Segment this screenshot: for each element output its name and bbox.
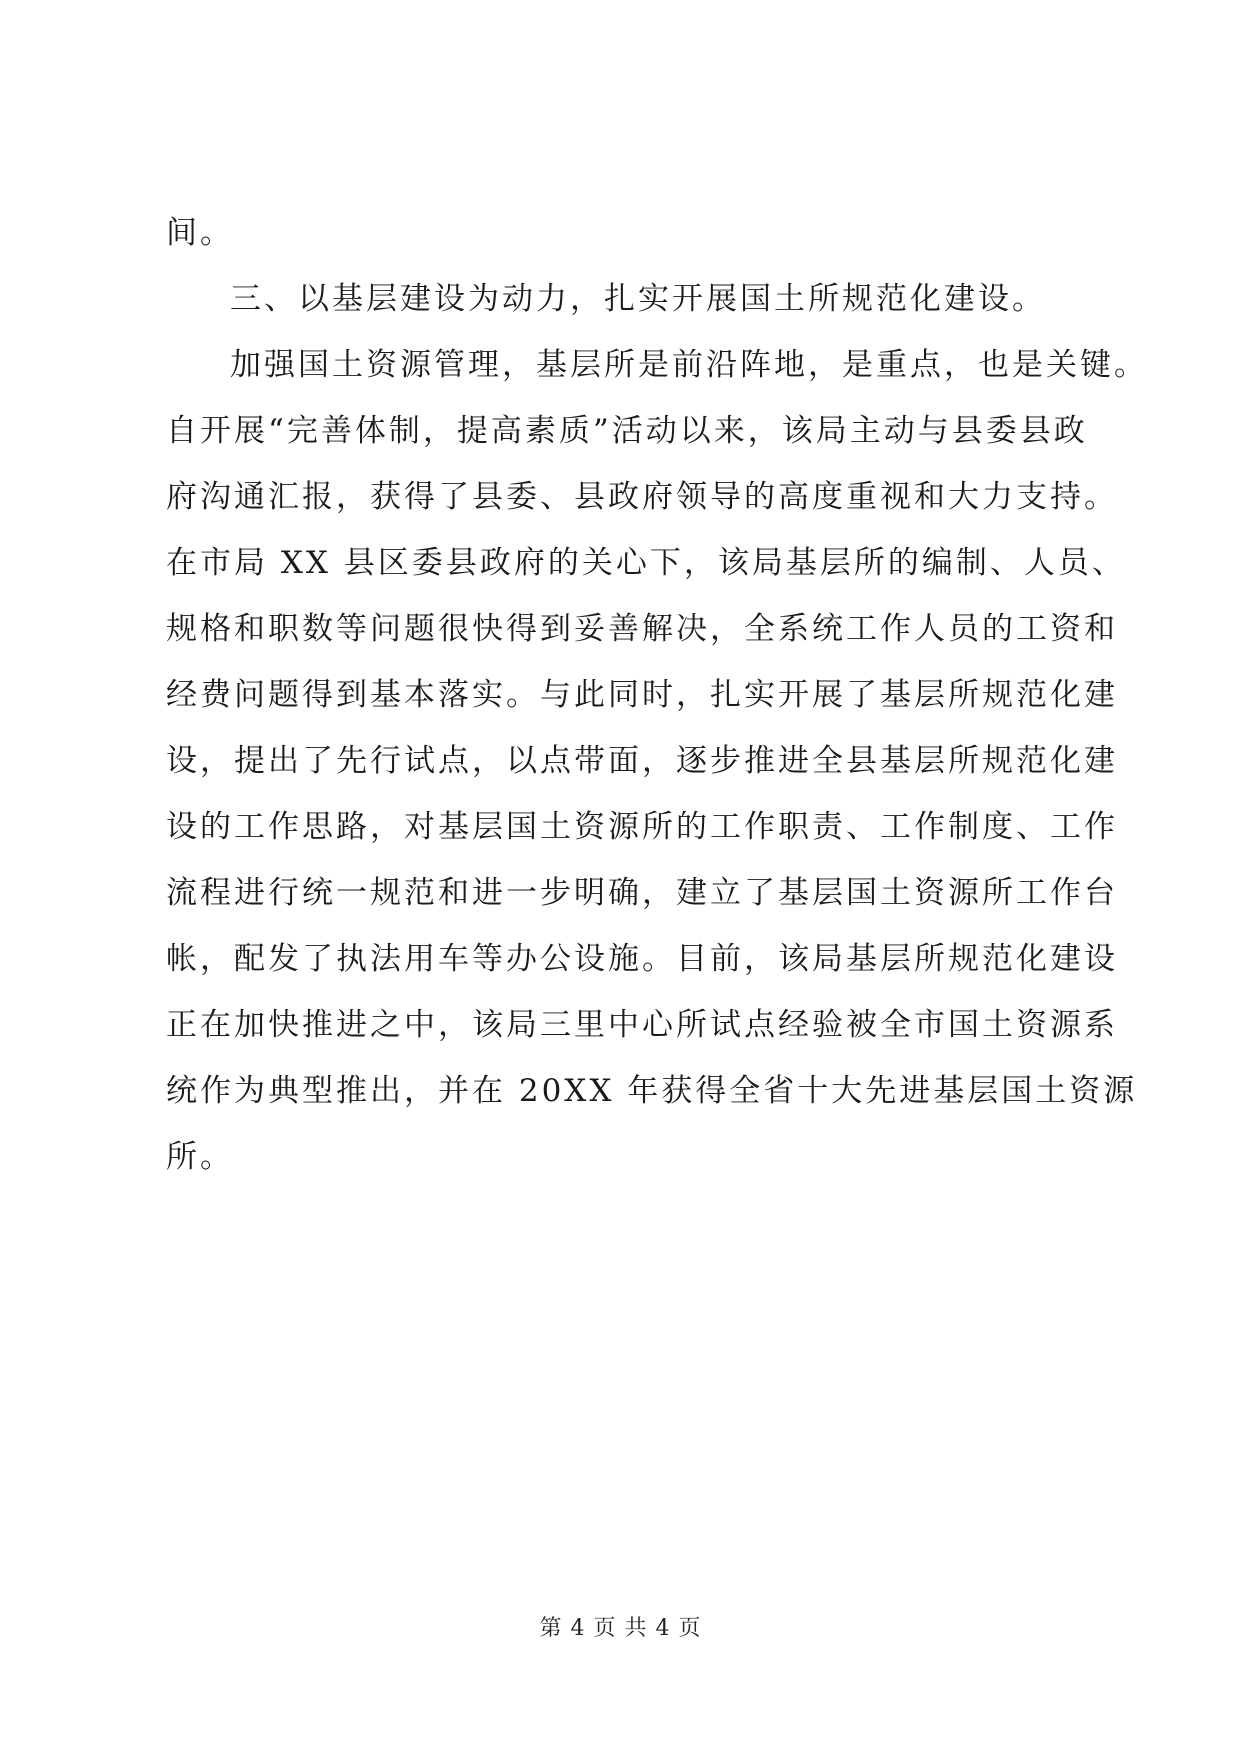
text-line-9: 设，提出了先行试点，以点带面，逐步推进全县基层所规范化建 [166,743,1118,779]
text-line-7: 规格和职数等问题很快得到妥善解决，全系统工作人员的工资和 [166,611,1118,647]
page-footer: 第 4 页 共 4 页 [539,1616,702,1641]
text-line-3: 加强国土资源管理，基层所是前沿阵地，是重点，也是关键。 [230,347,1148,383]
text-line-13: 正在加快推进之中，该局三里中心所试点经验被全市国土资源系 [166,1007,1118,1043]
text-line-8: 经费问题得到基本落实。与此同时，扎实开展了基层所规范化建 [166,677,1118,713]
text-line-10: 设的工作思路，对基层国土资源所的工作职责、工作制度、工作 [166,809,1118,845]
text-line-1: 间。 [166,215,234,251]
text-line-4: 自开展“完善体制，提高素质”活动以来，该局主动与县委县政 [166,413,1088,449]
text-line-5: 府沟通汇报，获得了县委、县政府领导的高度重视和大力支持。 [166,479,1118,515]
text-line-11: 流程进行统一规范和进一步明确，建立了基层国土资源所工作台 [166,875,1118,911]
section-heading: 三、以基层建设为动力，扎实开展国土所规范化建设。 [230,281,1046,317]
text-line-15: 所。 [166,1139,234,1175]
text-line-12: 帐，配发了执法用车等办公设施。目前，该局基层所规范化建设 [166,941,1118,977]
text-line-14: 统作为典型推出，并在 20XX 年获得全省十大先进基层国土资源 [166,1073,1138,1109]
text-line-6: 在市局 XX 县区委县政府的关心下，该局基层所的编制、人员、 [166,545,1126,581]
